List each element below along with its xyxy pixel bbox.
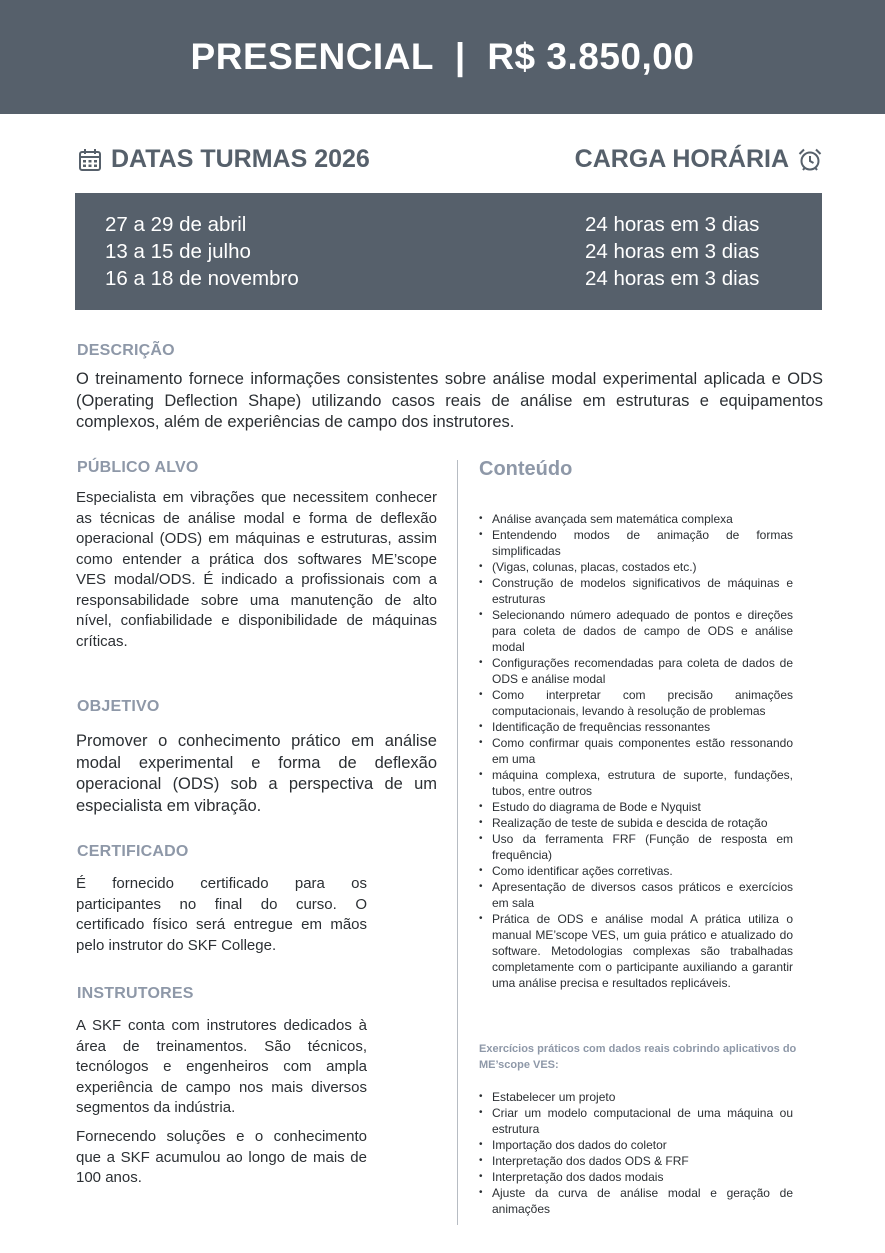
publico-alvo-text: Especialista em vibrações que necessitem conhecer as técnicas de análise modal e forma de deflexão operacional (ODS) em máquinas e estruturas, assim como entender a prática dos softwares ME’scope VES modal/ODS. É indicado a profissionais com a responsabilidade sobre uma manutenção de alto nível, confiabilidade e disponibilidade de máquinas críticas. (76, 489, 437, 650)
list-item: • máquina complexa, estrutura de suporte, fundações, tubos, entre outros (479, 767, 793, 799)
instrutores-text: A SKF conta com instrutores dedicados à área de treinamentos. São técnicos, tecnólogos e engenheiros com ampla experiência de campo nos mais diversos segmentos da indústria. (76, 1017, 367, 1116)
hours-item: 24 horas em 3 dias (585, 267, 760, 290)
list-item: • Apresentação de diversos casos práticos e exercícios em sala (479, 879, 793, 911)
hours-header (575, 145, 823, 174)
list-item: • Realização de teste de subida e descida de rotação (479, 815, 793, 831)
dates-box (75, 193, 822, 310)
conteudo-title: Conteúdo (479, 458, 573, 480)
list-item: • Interpretação dos dados modais (479, 1169, 793, 1185)
descricao-label: DESCRIÇÃO (77, 342, 175, 359)
descricao-text: O treinamento fornece informações consistentes sobre análise modal experimental aplicada e ODS (Operating Deflection Shape) utilizando casos reais de análise em estruturas e equipamentos complexos, além de experiências de campo dos instrutores. (76, 370, 823, 431)
list-item: • Como interpretar com precisão animações computacionais, levando à resolução de problemas (479, 687, 793, 719)
hours-list (585, 211, 759, 292)
list-item: • Importação dos dados do coletor (479, 1137, 793, 1153)
column-divider (457, 460, 458, 1225)
hours-item: 24 horas em 3 dias (585, 213, 760, 236)
list-item: • Identificação de frequências ressonantes (479, 719, 793, 735)
objetivo-text: Promover o conhecimento prático em análise modal experimental e forma de deflexão operacional (ODS) sob a perspectiva de um especialista em vibração. (76, 732, 437, 815)
date-item: 13 a 15 de julho (105, 240, 251, 263)
list-item: • (Vigas, colunas, placas, costados etc.) (479, 559, 793, 575)
hours-item: 24 horas em 3 dias (585, 240, 760, 263)
calendar-icon (77, 147, 103, 173)
banner-title: PRESENCIAL | R$ 3.850,00 (190, 36, 695, 77)
exercicios-label: Exercícios práticos com dados reais cobrindo aplicativos do ME’scope VES: (479, 1043, 797, 1071)
list-item: • Interpretação dos dados ODS & FRF (479, 1153, 793, 1169)
dates-title: DATAS TURMAS 2026 (111, 145, 370, 173)
list-item: • Prática de ODS e análise modal A prática utiliza o manual ME’scope VES, um guia prático e atualizado do software. Metodologias complexas são trabalhadas completamente com o participante auxiliando a garantir uma análise precisa e resultados replicáveis. (479, 911, 793, 991)
instrutores-label: INSTRUTORES (77, 985, 194, 1002)
list-item: • Entendendo modos de animação de formas simplificadas (479, 527, 793, 559)
instrutores-text-2: Fornecendo soluções e o conhecimento que a SKF acumulou ao longo de mais de 100 anos. (76, 1128, 367, 1186)
price-banner (0, 0, 885, 114)
dates-header (77, 145, 370, 174)
list-item: • Estabelecer um projeto (479, 1089, 793, 1105)
date-item: 27 a 29 de abril (105, 213, 247, 236)
conteudo-list (479, 511, 793, 991)
list-item: • Análise avançada sem matemática complexa (479, 511, 793, 527)
publico-alvo-label: PÚBLICO ALVO (77, 459, 199, 476)
list-item: • Construção de modelos significativos de máquinas e estruturas (479, 575, 793, 607)
dates-list (105, 211, 299, 292)
date-item: 16 a 18 de novembro (105, 267, 299, 290)
list-item: • Configurações recomendadas para coleta de dados de ODS e análise modal (479, 655, 793, 687)
objetivo-label: OBJETIVO (77, 698, 160, 715)
list-item: • Uso da ferramenta FRF (Função de resposta em frequência) (479, 831, 793, 863)
list-item: • Como confirmar quais componentes estão ressonando em uma (479, 735, 793, 767)
list-item: • Criar um modelo computacional de uma máquina ou estrutura (479, 1105, 793, 1137)
certificado-label: CERTIFICADO (77, 843, 189, 860)
list-item: • Ajuste da curva de análise modal e geração de animações (479, 1185, 793, 1217)
hours-title: CARGA HORÁRIA (574, 145, 789, 173)
certificado-text: É fornecido certificado para os participantes no final do curso. O certificado físico será entregue em mãos pelo instrutor do SKF College. (76, 875, 367, 954)
list-item: • Selecionando número adequado de pontos e direções para coleta de dados de campo de ODS e análise modal (479, 607, 793, 655)
list-item: • Como identificar ações corretivas. (479, 863, 793, 879)
exercicios-list (479, 1089, 793, 1217)
alarm-clock-icon (797, 147, 823, 173)
list-item: • Estudo do diagrama de Bode e Nyquist (479, 799, 793, 815)
